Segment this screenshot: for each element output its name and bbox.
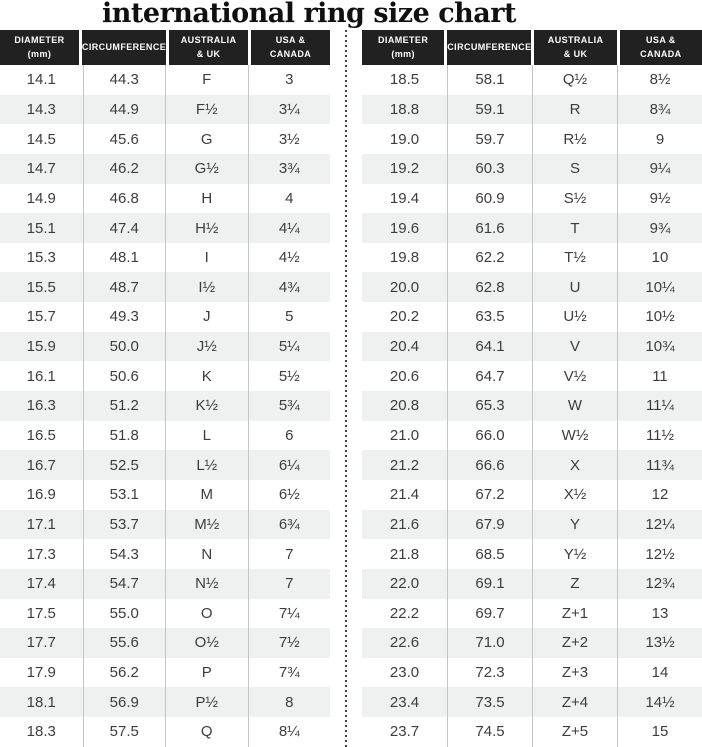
table-row: [362, 510, 702, 540]
table-row: [0, 302, 330, 332]
table-row: [362, 628, 702, 658]
cell-circumference: 53.1: [83, 480, 166, 510]
cell-australia-uk: Z+2: [532, 628, 617, 658]
column-header-line1: USA &: [275, 35, 306, 46]
cell-diameter: 20.2: [389, 308, 420, 326]
cell-usa-canada: 4½: [248, 243, 331, 273]
cell-usa-canada: 3½: [248, 124, 331, 154]
column-header-line2: & UK: [196, 48, 221, 59]
table-row: [362, 95, 702, 125]
table-row: [0, 361, 330, 391]
cell-australia-uk: M½: [165, 510, 248, 540]
cell-circumference: 56.9: [83, 687, 166, 717]
cell-diameter: 15.1: [26, 219, 56, 237]
table-row: [362, 332, 702, 362]
cell-australia-uk: V: [532, 332, 617, 362]
table-row: [0, 658, 330, 688]
cell-diameter: 22.6: [389, 634, 420, 652]
cell-diameter: 21.6: [389, 515, 420, 533]
cell-circumference: 60.3: [447, 154, 532, 184]
cell-circumference: 56.2: [83, 658, 166, 688]
cell-diameter: 17.5: [26, 604, 56, 622]
column-header-line1: AUSTRALIA: [547, 35, 604, 46]
cell-diameter: 18.3: [26, 723, 56, 741]
table-row: [0, 510, 330, 540]
cell-australia-uk: Y½: [532, 539, 617, 569]
cell-circumference: 46.8: [83, 184, 166, 214]
ring-size-table-left: [0, 30, 330, 747]
cell-usa-canada: 4¼: [248, 213, 331, 243]
cell-diameter: 21.8: [389, 545, 420, 563]
cell-circumference: 69.7: [447, 599, 532, 629]
cell-usa-canada: 11½: [617, 421, 702, 451]
cell-australia-uk: Z+5: [532, 717, 617, 747]
cell-usa-canada: 4: [248, 184, 331, 214]
table-header-row: [362, 30, 702, 65]
cell-circumference: 68.5: [447, 539, 532, 569]
cell-circumference: 71.0: [447, 628, 532, 658]
table-row: [0, 124, 330, 154]
table-row: [362, 421, 702, 451]
column-header-line1: CIRCUMFERENCE: [81, 41, 167, 52]
table-row: [0, 95, 330, 125]
column-header-line1: USA &: [646, 35, 676, 46]
cell-diameter: 18.8: [389, 100, 420, 118]
cell-diameter: 15.3: [26, 249, 56, 267]
cell-diameter: 19.6: [389, 219, 420, 237]
column-header-line1: DIAMETER: [378, 35, 429, 46]
column-header-usa-canada: [251, 30, 330, 65]
cell-diameter: 23.7: [389, 723, 420, 741]
cell-usa-canada: 9¾: [617, 213, 702, 243]
cell-circumference: 64.7: [447, 361, 532, 391]
column-header-line2: CANADA: [269, 48, 312, 59]
table-row: [362, 361, 702, 391]
cell-diameter: 19.8: [389, 249, 420, 267]
cell-usa-canada: 14: [617, 658, 702, 688]
cell-circumference: 67.2: [447, 480, 532, 510]
cell-usa-canada: 13: [617, 599, 702, 629]
cell-australia-uk: K½: [165, 391, 248, 421]
cell-australia-uk: X½: [532, 480, 617, 510]
table-row: [362, 569, 702, 599]
cell-australia-uk: J: [165, 302, 248, 332]
page-title: international ring size chart: [102, 0, 516, 29]
column-header-line1: DIAMETER: [14, 35, 65, 46]
cell-usa-canada: 13½: [617, 628, 702, 658]
cell-circumference: 67.9: [447, 510, 532, 540]
cell-australia-uk: G½: [165, 154, 248, 184]
cell-australia-uk: N: [165, 539, 248, 569]
cell-circumference: 49.3: [83, 302, 166, 332]
cell-australia-uk: P: [165, 658, 248, 688]
cell-australia-uk: I½: [165, 272, 248, 302]
table-row: [362, 687, 702, 717]
cell-australia-uk: L: [165, 421, 248, 451]
cell-circumference: 45.6: [83, 124, 166, 154]
cell-usa-canada: 5½: [248, 361, 331, 391]
cell-australia-uk: T: [532, 213, 617, 243]
cell-circumference: 72.3: [447, 658, 532, 688]
cell-usa-canada: 6: [248, 421, 331, 451]
cell-diameter: 16.3: [26, 397, 56, 415]
cell-australia-uk: O: [165, 599, 248, 629]
column-header-circumference: [447, 30, 531, 65]
table-row: [0, 272, 330, 302]
cell-usa-canada: 8½: [617, 65, 702, 95]
cell-australia-uk: Y: [532, 510, 617, 540]
cell-circumference: 65.3: [447, 391, 532, 421]
cell-diameter: 16.5: [26, 427, 56, 444]
cell-australia-uk: P½: [165, 687, 248, 717]
column-header-usa-canada: [620, 30, 702, 65]
cell-circumference: 51.8: [83, 421, 166, 451]
cell-australia-uk: Z+3: [532, 658, 617, 688]
table-row: [362, 717, 702, 747]
cell-diameter: 17.9: [26, 664, 56, 682]
cell-diameter: 14.7: [26, 160, 56, 178]
cell-australia-uk: H: [165, 184, 248, 214]
cell-circumference: 47.4: [83, 213, 166, 243]
cell-usa-canada: 12¼: [617, 510, 702, 540]
cell-circumference: 53.7: [83, 510, 166, 540]
cell-usa-canada: 10¼: [617, 272, 702, 302]
cell-circumference: 74.5: [447, 717, 532, 747]
table-row: [362, 391, 702, 421]
cell-usa-canada: 7: [248, 569, 331, 599]
cell-diameter: 20.0: [389, 278, 420, 296]
cell-circumference: 59.1: [447, 95, 532, 125]
table-row: [362, 658, 702, 688]
column-header-australia-uk: [169, 30, 248, 65]
cell-circumference: 59.7: [447, 124, 532, 154]
cell-diameter: 22.0: [389, 575, 420, 593]
cell-usa-canada: 4¾: [248, 272, 331, 302]
cell-australia-uk: T½: [532, 243, 617, 273]
table-row: [0, 213, 330, 243]
tables-container: [0, 30, 702, 747]
cell-diameter: 19.2: [389, 160, 420, 178]
cell-usa-canada: 12½: [617, 539, 702, 569]
cell-usa-canada: 5¾: [248, 391, 331, 421]
cell-australia-uk: H½: [165, 213, 248, 243]
table-row: [0, 450, 330, 480]
table-row: [0, 569, 330, 599]
cell-diameter: 23.4: [389, 693, 420, 711]
cell-australia-uk: R: [532, 95, 617, 125]
cell-diameter: 20.4: [389, 338, 420, 356]
cell-circumference: 61.6: [447, 213, 532, 243]
cell-usa-canada: 9: [617, 124, 702, 154]
cell-diameter: 23.0: [389, 664, 420, 682]
column-header-line2: (mm): [391, 48, 415, 59]
cell-usa-canada: 11¼: [617, 391, 702, 421]
cell-australia-uk: S: [532, 154, 617, 184]
cell-australia-uk: L½: [165, 450, 248, 480]
cell-australia-uk: F: [165, 65, 248, 95]
table-body: [362, 65, 702, 747]
cell-usa-canada: 12¾: [617, 569, 702, 599]
cell-circumference: 64.1: [447, 332, 532, 362]
table-row: [362, 599, 702, 629]
cell-circumference: 66.0: [447, 421, 532, 451]
cell-diameter: 16.9: [26, 486, 56, 504]
table-row: [0, 717, 330, 747]
column-header-australia-uk: [534, 30, 616, 65]
column-header-diameter: [0, 30, 79, 65]
cell-circumference: 66.6: [447, 450, 532, 480]
cell-australia-uk: K: [165, 361, 248, 391]
table-row: [362, 124, 702, 154]
column-header-line2: CANADA: [640, 48, 682, 59]
table-row: [0, 391, 330, 421]
cell-usa-canada: 5¼: [248, 332, 331, 362]
cell-diameter: 15.9: [26, 338, 56, 356]
cell-circumference: 63.5: [447, 302, 532, 332]
cell-usa-canada: 8¼: [248, 717, 331, 747]
table-row: [362, 272, 702, 302]
table-gap: [330, 30, 362, 747]
table-row: [0, 332, 330, 362]
cell-circumference: 54.3: [83, 539, 166, 569]
cell-australia-uk: U½: [532, 302, 617, 332]
cell-australia-uk: X: [532, 450, 617, 480]
column-header-circumference: [82, 30, 166, 65]
cell-usa-canada: 7½: [248, 628, 331, 658]
cell-usa-canada: 14½: [617, 687, 702, 717]
cell-usa-canada: 6¼: [248, 450, 331, 480]
cell-diameter: 15.7: [26, 308, 56, 326]
cell-diameter: 17.1: [26, 515, 56, 533]
cell-australia-uk: Z: [532, 569, 617, 599]
cell-usa-canada: 11: [617, 361, 702, 391]
column-header-line2: & UK: [563, 48, 588, 59]
cell-circumference: 44.9: [83, 95, 166, 125]
cell-usa-canada: 10½: [617, 302, 702, 332]
table-row: [362, 450, 702, 480]
cell-australia-uk: Z+1: [532, 599, 617, 629]
table-row: [362, 213, 702, 243]
cell-circumference: 46.2: [83, 154, 166, 184]
cell-australia-uk: W½: [532, 421, 617, 451]
cell-usa-canada: 9¼: [617, 154, 702, 184]
cell-diameter: 21.2: [389, 456, 420, 474]
column-header-line1: CIRCUMFERENCE: [447, 41, 532, 52]
cell-australia-uk: M: [165, 480, 248, 510]
cell-usa-canada: 7¼: [248, 599, 331, 629]
cell-circumference: 57.5: [83, 717, 166, 747]
cell-circumference: 48.7: [83, 272, 166, 302]
table-row: [362, 539, 702, 569]
cell-australia-uk: R½: [532, 124, 617, 154]
cell-australia-uk: F½: [165, 95, 248, 125]
cell-circumference: 69.1: [447, 569, 532, 599]
cell-australia-uk: O½: [165, 628, 248, 658]
cell-circumference: 50.6: [83, 361, 166, 391]
cell-circumference: 55.6: [83, 628, 166, 658]
cell-diameter: 20.8: [389, 397, 420, 415]
cell-usa-canada: 10: [617, 243, 702, 273]
cell-australia-uk: W: [532, 391, 617, 421]
cell-australia-uk: J½: [165, 332, 248, 362]
cell-usa-canada: 8¾: [617, 95, 702, 125]
cell-diameter: 21.0: [389, 427, 420, 444]
cell-usa-canada: 7: [248, 539, 331, 569]
cell-diameter: 19.4: [389, 189, 420, 207]
cell-circumference: 73.5: [447, 687, 532, 717]
cell-diameter: 14.3: [26, 100, 56, 118]
cell-australia-uk: N½: [165, 569, 248, 599]
table-row: [362, 480, 702, 510]
cell-usa-canada: 8: [248, 687, 331, 717]
cell-diameter: 15.5: [26, 278, 56, 296]
table-row: [362, 65, 702, 95]
table-row: [0, 421, 330, 451]
cell-usa-canada: 11¾: [617, 450, 702, 480]
cell-australia-uk: Z+4: [532, 687, 617, 717]
cell-diameter: 14.1: [26, 71, 56, 89]
cell-diameter: 14.5: [26, 130, 56, 148]
cell-usa-canada: 3¼: [248, 95, 331, 125]
cell-australia-uk: G: [165, 124, 248, 154]
cell-usa-canada: 6½: [248, 480, 331, 510]
cell-circumference: 60.9: [447, 184, 532, 214]
cell-diameter: 14.9: [26, 189, 56, 207]
table-row: [0, 599, 330, 629]
table-row: [362, 154, 702, 184]
cell-circumference: 44.3: [83, 65, 166, 95]
table-row: [0, 480, 330, 510]
cell-circumference: 51.2: [83, 391, 166, 421]
table-header-row: [0, 30, 330, 65]
cell-diameter: 21.4: [389, 486, 420, 504]
cell-circumference: 55.0: [83, 599, 166, 629]
cell-circumference: 50.0: [83, 332, 166, 362]
cell-circumference: 54.7: [83, 569, 166, 599]
cell-australia-uk: Q½: [532, 65, 617, 95]
cell-usa-canada: 9½: [617, 184, 702, 214]
cell-diameter: 18.5: [389, 71, 420, 89]
table-row: [0, 65, 330, 95]
table-row: [362, 302, 702, 332]
cell-circumference: 48.1: [83, 243, 166, 273]
cell-usa-canada: 3: [248, 65, 331, 95]
cell-australia-uk: U: [532, 272, 617, 302]
cell-diameter: 20.6: [389, 367, 420, 385]
cell-usa-canada: 5: [248, 302, 331, 332]
cell-usa-canada: 10¾: [617, 332, 702, 362]
cell-australia-uk: I: [165, 243, 248, 273]
cell-circumference: 62.8: [447, 272, 532, 302]
cell-diameter: 19.0: [389, 130, 420, 148]
cell-usa-canada: 6¾: [248, 510, 331, 540]
cell-diameter: 22.2: [389, 604, 420, 622]
table-row: [0, 184, 330, 214]
cell-diameter: 16.7: [26, 456, 56, 474]
cell-circumference: 52.5: [83, 450, 166, 480]
cell-australia-uk: Q: [165, 717, 248, 747]
cell-circumference: 62.2: [447, 243, 532, 273]
cell-australia-uk: V½: [532, 361, 617, 391]
cell-usa-canada: 3¾: [248, 154, 331, 184]
cell-diameter: 17.7: [26, 634, 56, 652]
table-row: [362, 243, 702, 273]
dotted-divider: [345, 30, 347, 747]
cell-diameter: 17.4: [26, 575, 56, 593]
column-header-line1: AUSTRALIA: [180, 35, 237, 46]
cell-usa-canada: 15: [617, 717, 702, 747]
cell-diameter: 18.1: [26, 693, 56, 711]
table-row: [0, 154, 330, 184]
column-header-diameter: [362, 30, 444, 65]
cell-diameter: 16.1: [26, 367, 56, 385]
table-row: [0, 628, 330, 658]
column-header-line2: (mm): [27, 48, 52, 59]
table-row: [362, 184, 702, 214]
table-body: [0, 65, 330, 747]
table-row: [0, 539, 330, 569]
cell-diameter: 17.3: [26, 545, 56, 563]
cell-circumference: 58.1: [447, 65, 532, 95]
cell-usa-canada: 12: [617, 480, 702, 510]
ring-size-table-right: [362, 30, 702, 747]
cell-usa-canada: 7¾: [248, 658, 331, 688]
cell-australia-uk: S½: [532, 184, 617, 214]
table-row: [0, 243, 330, 273]
table-row: [0, 687, 330, 717]
